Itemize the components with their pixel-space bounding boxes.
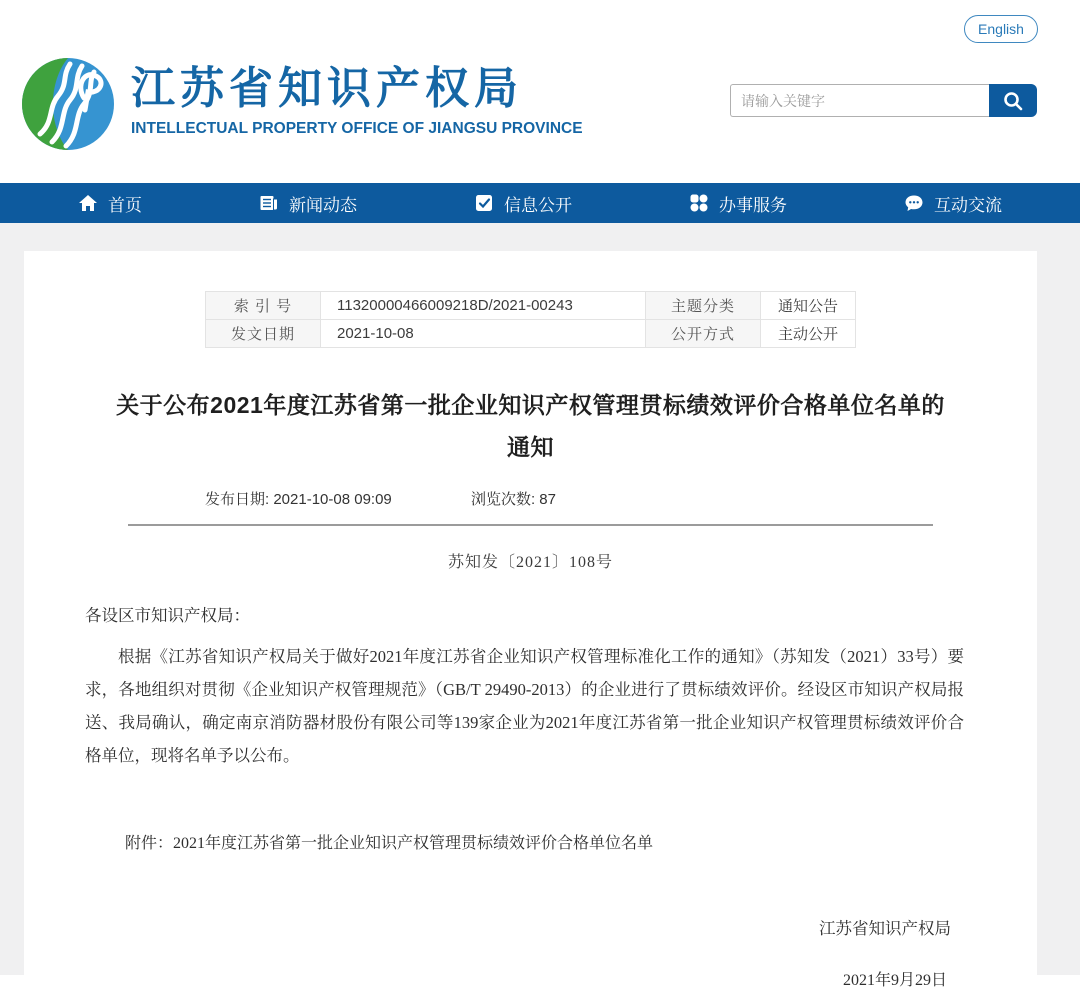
article-card — [24, 251, 1037, 990]
nav-item-home[interactable] — [78, 191, 142, 216]
views-label: 浏览次数: — [470, 491, 536, 508]
nav-item-info-disclosure[interactable] — [474, 191, 572, 216]
chat-icon — [904, 193, 924, 213]
article-title-line1: 关于公布2021年度江苏省第一批企业知识产权管理贯标绩效评价合格单位名单的 — [116, 392, 945, 418]
index-number-label: 索 引 号 — [206, 292, 321, 320]
document-check-icon — [474, 193, 494, 213]
nav-label: 互动交流 — [934, 195, 1002, 215]
salutation: 各设区市知识产权局： — [85, 606, 250, 625]
topic-category-value: 通知公告 — [761, 292, 856, 320]
search-input[interactable] — [730, 84, 989, 117]
search-bar — [730, 84, 1037, 117]
issue-date-label: 发文日期 — [206, 320, 321, 348]
site-title: 江苏省知识产权局 — [131, 64, 523, 113]
article-title-line2: 通知 — [507, 434, 554, 460]
views-count: 87 — [539, 491, 556, 508]
document-meta-table — [205, 291, 856, 348]
article-title — [24, 384, 1037, 468]
page-background — [0, 223, 1080, 989]
nav-item-news[interactable] — [259, 191, 357, 216]
topic-category-label: 主题分类 — [646, 292, 761, 320]
site-header — [0, 0, 1080, 183]
disclosure-method-value: 主动公开 — [761, 320, 856, 348]
publish-date-value: 2021-10-08 09:09 — [273, 491, 392, 508]
issue-date-value: 2021-10-08 — [321, 320, 646, 348]
home-icon — [78, 193, 98, 213]
nav-item-services[interactable] — [689, 191, 787, 216]
site-brand[interactable] — [20, 56, 583, 152]
nav-label: 首页 — [108, 195, 142, 215]
attachment-link[interactable]: 附件：2021年度江苏省第一批企业知识产权管理贯标绩效评价合格单位名单 — [125, 835, 654, 852]
main-nav — [0, 183, 1080, 223]
nav-label: 信息公开 — [504, 195, 572, 215]
table-row — [206, 320, 856, 348]
table-row — [206, 292, 856, 320]
header-divider — [128, 524, 933, 526]
disclosure-method-label: 公开方式 — [646, 320, 761, 348]
magnifier-icon — [1002, 90, 1024, 112]
issue-date-footer: 2021年9月29日 — [842, 972, 947, 989]
nav-label: 新闻动态 — [289, 195, 357, 215]
search-button[interactable] — [989, 84, 1037, 117]
publish-date-label: 发布日期: — [205, 491, 270, 508]
english-button[interactable]: English — [964, 15, 1038, 43]
news-icon — [259, 193, 279, 213]
nav-item-interaction[interactable] — [904, 191, 1002, 216]
brand-text — [131, 64, 583, 138]
issuer-signature: 江苏省知识产权局 — [819, 919, 951, 938]
agency-logo-icon — [20, 56, 116, 152]
site-subtitle: INTELLECTUAL PROPERTY OFFICE OF JIANGSU PROVINCE — [131, 119, 583, 137]
services-grid-icon — [689, 193, 709, 213]
index-number-value: 11320000466009218D/2021-00243 — [321, 292, 646, 320]
body-paragraph: 根据《江苏省知识产权局关于做好2021年度江苏省企业知识产权管理标准化工作的通知》（苏知发（2021）33号）要求，各地组织对贯彻《企业知识产权管理规范》（GB/T 29490-2013）的企业进行了贯标绩效评价。经设区市知识产权局报送、我局确认，确定南京消防器材股份有限公司等139家企业为2021年度江苏省第一批企业知识产权管理贯标绩效评价合格单位，现将名单予以公布。 — [85, 647, 964, 765]
nav-label: 办事服务 — [719, 195, 787, 215]
article-meta-row — [24, 488, 1037, 509]
document-number: 苏知发〔2021〕108号 — [447, 554, 613, 571]
